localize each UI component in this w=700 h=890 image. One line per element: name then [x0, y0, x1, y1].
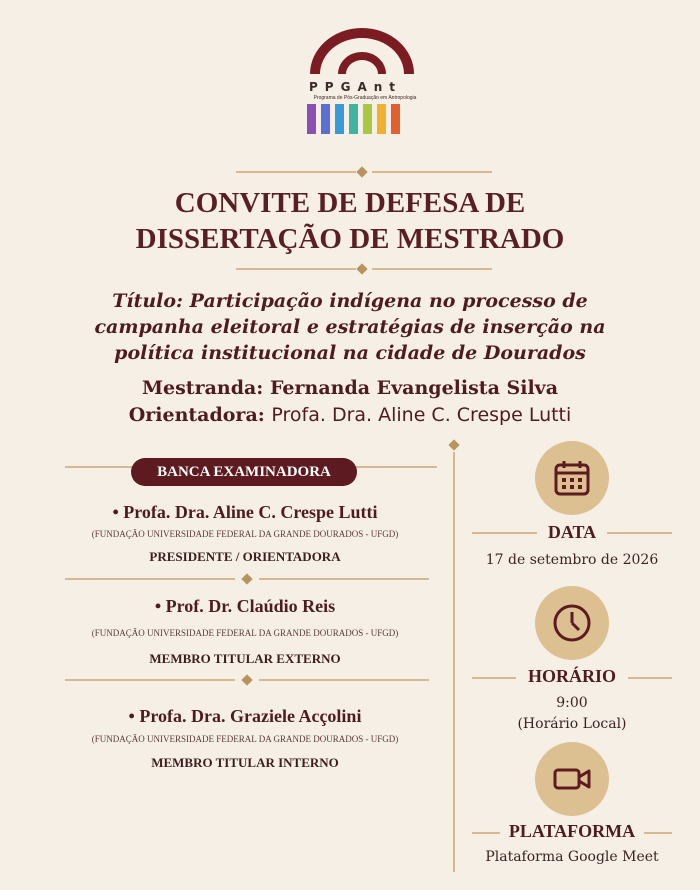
orientadora-name: Profa. Dra. Aline C. Crespe Lutti — [271, 404, 572, 426]
member-name: • Prof. Dr. Claúdio Reis — [154, 596, 336, 616]
thesis-title-line3: política institucional na cidade de Dourados — [114, 342, 586, 364]
divider-line — [372, 171, 492, 173]
arch-logo-icon — [300, 14, 424, 84]
calendar-icon — [552, 458, 592, 498]
divider-diamond — [241, 573, 252, 584]
date-label: DATA — [547, 522, 597, 542]
member-role: PRESIDENTE / ORIENTADORA — [149, 549, 341, 564]
mestranda-line — [0, 377, 700, 399]
divider-line — [236, 171, 356, 173]
member-name: • Profa. Dra. Aline C. Crespe Lutti — [112, 502, 378, 522]
logo-stripe — [321, 104, 330, 134]
logo-stripe — [363, 104, 372, 134]
thesis-title-line2: campanha eleitoral e estratégias de inserção na — [94, 316, 606, 338]
logo-stripe — [307, 104, 316, 134]
platform-label: PLATAFORMA — [508, 821, 636, 841]
member-role: MEMBRO TITULAR INTERNO — [151, 755, 339, 770]
member-institution: (FUNDAÇÃO UNIVERSIDADE FEDERAL DA GRANDE DOURADOS - UFGD) — [91, 628, 399, 638]
member-name: • Profa. Dra. Graziele Acçolini — [128, 706, 362, 726]
logo-stripe — [335, 104, 344, 134]
time-label: HORÁRIO — [527, 666, 616, 686]
clock-circle — [535, 586, 609, 660]
divider-line — [259, 679, 429, 681]
platform-value: Plataforma Google Meet — [485, 849, 659, 865]
page-title-line1: CONVITE DE DEFESA DE — [174, 187, 526, 219]
banca-badge: BANCA EXAMINADORA — [131, 458, 357, 486]
logo-name: PPGAnt — [309, 80, 403, 94]
logo-stripe — [377, 104, 386, 134]
divider-diamond — [356, 263, 367, 274]
video-circle — [535, 742, 609, 816]
page-title-line2: DISSERTAÇÃO DE MESTRADO — [135, 223, 565, 255]
calendar-circle — [535, 441, 609, 515]
logo-stripe — [391, 104, 400, 134]
orientadora-line — [0, 404, 700, 426]
date-value: 17 de setembro de 2026 — [485, 552, 659, 568]
mestranda-name: Fernanda Evangelista Silva — [269, 377, 559, 399]
logo-stripe — [349, 104, 358, 134]
logo-subtitle: Programa de Pós-Graduação em Antropologia — [313, 95, 417, 101]
divider-line — [372, 268, 492, 270]
clock-icon — [552, 603, 592, 643]
divider-diamond — [241, 674, 252, 685]
orientadora-label: Orientadora: — [128, 404, 265, 426]
member-institution: (FUNDAÇÃO UNIVERSIDADE FEDERAL DA GRANDE DOURADOS - UFGD) — [91, 734, 399, 744]
divider-line — [65, 578, 235, 580]
divider-diamond — [448, 439, 459, 450]
thesis-title-line1: Título: Participação indígena no processo de — [112, 290, 588, 312]
divider-line — [236, 268, 356, 270]
time-value: 9:00 — [556, 695, 588, 711]
divider-diamond — [356, 166, 367, 177]
member-role: MEMBRO TITULAR EXTERNO — [149, 651, 341, 666]
divider-line — [259, 578, 429, 580]
divider-line — [65, 679, 235, 681]
video-camera-icon — [552, 759, 592, 799]
member-institution: (FUNDAÇÃO UNIVERSIDADE FEDERAL DA GRANDE DOURADOS - UFGD) — [91, 529, 399, 539]
logo-stripes — [307, 104, 400, 134]
mestranda-label: Mestranda: — [141, 377, 264, 399]
time-note: (Horário Local) — [517, 716, 627, 732]
